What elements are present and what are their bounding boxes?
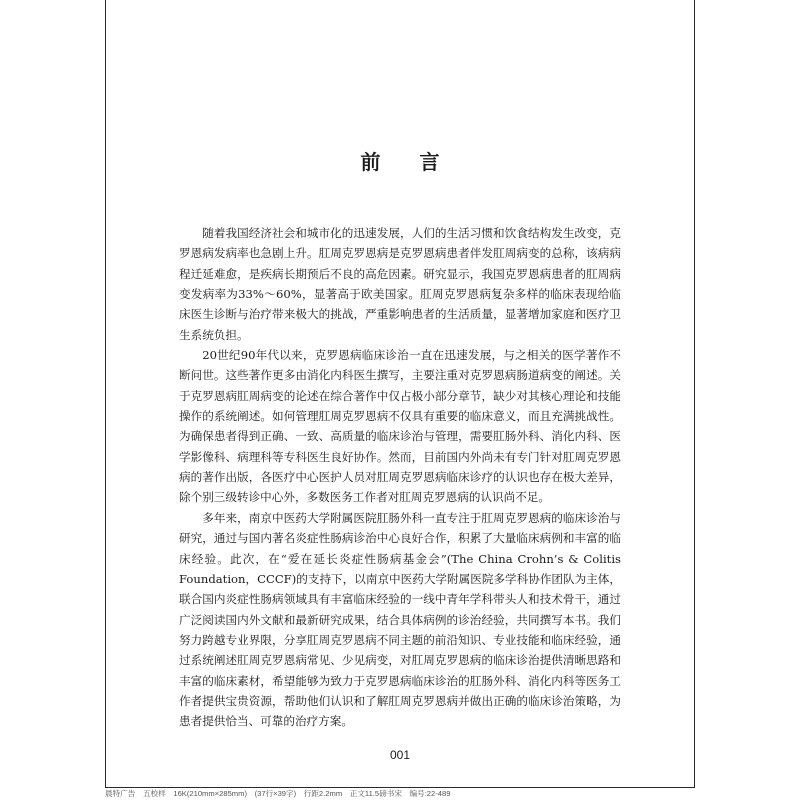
frame-left-line <box>105 0 106 788</box>
frame-right-line <box>694 0 695 788</box>
preface-body <box>179 223 621 732</box>
paragraph-1: 随着我国经济社会和城市化的迅速发展，人们的生活习惯和饮食结构发生改变，克罗恩病发病率也急剧上升。肛周克罗恩病是克罗恩病患者伴发肛周病变的总称，该病病程迁延难愈，是疾病长期预后不良的高危因素。研究显示，我国克罗恩病患者的肛周病变发病率为33%～60%，显著高于欧美国家。肛周克罗恩病复杂多样的临床表现给临床医生诊断与治疗带来极大的挑战，严重影响患者的生活质量，显著增加家庭和医疗卫生系统负担。 <box>179 226 621 342</box>
page-title: 前 言 <box>360 150 456 174</box>
print-spec-footer: 晨特广告 五校样 16K(210mm×285mm) (37行×39字) 行距2.2mm 正文11.5磅书宋 编号:22-489 <box>105 789 451 798</box>
paragraph-3: 多年来，南京中医药大学附属医院肛肠外科一直专注于肛周克罗恩病的临床诊治与研究，通过与国内著名炎症性肠病诊治中心良好合作，积累了大量临床病例和丰富的临床经验。此次，在“爱在延长炎症性肠病基金会”(The China Crohn’s & Colitis Foundation，CCCF)的支持下，以南京中医药大学附属医院多学科协作团队为主体，联合国内炎症性肠病领域具有丰富临床经验的一线中青年学科带头人和技术骨干，通过广泛阅读国内外文献和最新研究成果，结合具体病例的诊治经验，共同撰写本书。我们努力跨越专业界限，分享肛周克罗恩病不同主题的前沿知识、专业技能和临床经验，通过系统阐述肛周克罗恩病常见、少见病变，对肛周克罗恩病的临床诊治提供清晰思路和丰富的临床素材，希望能够为致力于克罗恩病临床诊治的肛肠外科、消化内科等医务工作者提供宝贵资源，帮助他们认识和了解肛周克罗恩病并做出正确的临床诊治策略，为患者提供恰当、可靠的治疗方案。 <box>179 510 621 729</box>
paragraph-2: 20世纪90年代以来，克罗恩病临床诊治一直在迅速发展，与之相关的医学著作不断问世。这些著作更多由消化内科医生撰写，主要注重对克罗恩病肠道病变的阐述。关于克罗恩病肛周病变的论述在综合著作中仅占极小部分章节，缺少对其核心理论和技能操作的系统阐述。如何管理肛周克罗恩病不仅具有重要的临床意义，而且充满挑战性。为确保患者得到正确、一致、高质量的临床诊治与管理，需要肛肠外科、消化内科、医学影像科、病理科等专科医生良好协作。然而，目前国内外尚未有专门针对肛周克罗恩病的著作出版，各医疗中心医护人员对肛周克罗恩病临床诊疗的认识也存在极大差异，除个别三级转诊中心外，多数医务工作者对肛周克罗恩病的认识尚不足。 <box>179 348 621 505</box>
page-number: 001 <box>389 748 411 762</box>
